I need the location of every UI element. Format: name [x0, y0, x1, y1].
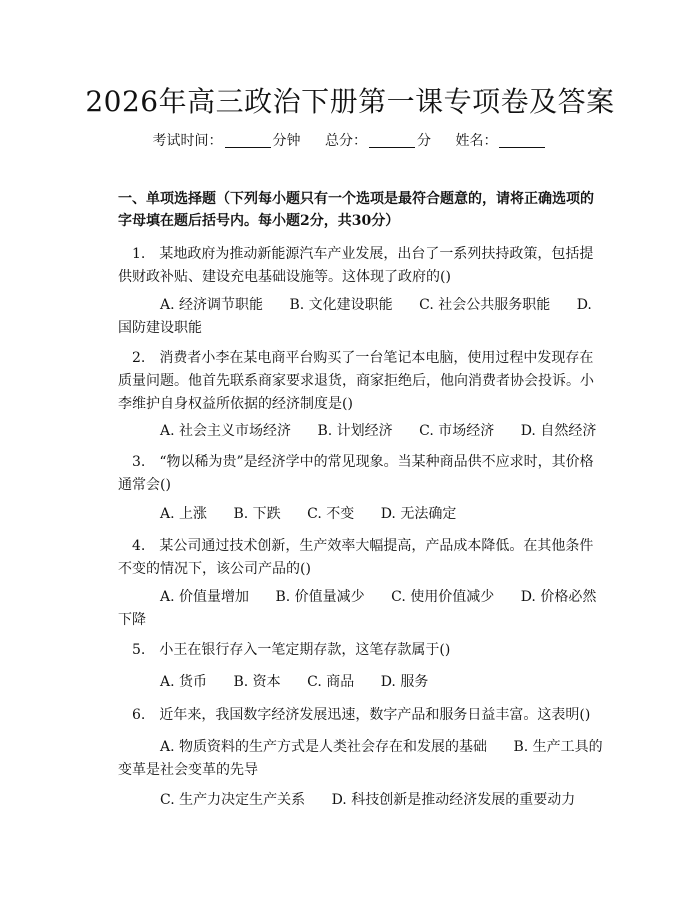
question-4-option-a: A. 价值量增加: [160, 589, 250, 605]
question-4-options: [118, 586, 604, 632]
question-3-stem: 3. “物以稀为贵”是经济学中的常见现象。当某种商品供不应求时，其价格通常会(): [118, 454, 594, 493]
name-field: [455, 133, 547, 149]
time-blank: [225, 133, 271, 148]
question-6-options-row-1: [118, 736, 604, 782]
question-2-option-b: B. 计划经济: [317, 423, 393, 439]
question-3-options: [118, 503, 604, 526]
question-5-option-a: A. 货币: [160, 674, 208, 690]
question-6-option-c: C. 生产力决定生产关系: [160, 792, 306, 808]
question-1-stem: 1. 某地政府为推动新能源汽车产业发展，出台了一系列扶持政策，包括提供财政补贴、建设充电基础设施等。这体现了政府的(): [118, 246, 594, 285]
score-label: 总分：: [325, 133, 367, 149]
time-field: [153, 133, 305, 149]
question-5-options: [118, 671, 604, 694]
question-2-option-d: D. 自然经济: [520, 423, 597, 439]
question-4-option-c: C. 使用价值减少: [391, 589, 495, 605]
question-3-option-a: A. 上涨: [160, 506, 208, 522]
score-unit: 分: [417, 133, 431, 149]
section-heading: 一、单项选择题（下列每小题只有一个选项是最符合题意的，请将正确选项的字母填在题后括号内。每小题2分，共30分）: [118, 191, 594, 229]
exam-meta: [0, 130, 700, 150]
question-1-option-c: C. 社会公共服务职能: [419, 297, 551, 313]
time-unit: 分钟: [272, 133, 301, 149]
question-6-stem: 6. 近年来，我国数字经济发展迅速，数字产品和服务日益丰富。这表明(): [132, 707, 591, 723]
page-title: 2026年高三政治下册第一课专项卷及答案: [85, 85, 615, 118]
question-1-option-b: B. 文化建设职能: [289, 297, 393, 313]
question-3-option-c: C. 不变: [307, 506, 355, 522]
question-4-option-d: D. 价格必然下降: [118, 589, 597, 628]
name-blank: [499, 133, 545, 148]
score-field: [325, 133, 435, 149]
question-5-option-d: D. 服务: [380, 674, 429, 690]
question-6-options-row-2: [118, 789, 604, 812]
question-3-option-b: B. 下跌: [233, 506, 281, 522]
score-blank: [369, 133, 415, 148]
question-6-option-b: B. 生产工具的变革是社会变革的先导: [118, 739, 603, 778]
time-label: 考试时间：: [152, 133, 223, 149]
question-5-stem: 5. 小王在银行存入一笔定期存款，这笔存款属于(): [132, 642, 451, 658]
question-2-option-a: A. 社会主义市场经济: [160, 423, 292, 439]
question-1-option-a: A. 经济调节职能: [160, 297, 264, 313]
question-5-option-b: B. 资本: [233, 674, 281, 690]
question-4-stem: 4. 某公司通过技术创新，生产效率大幅提高，产品成本降低。在其他条件不变的情况下，该公司产品的(): [118, 538, 594, 577]
question-6-option-d: D. 科技创新是推动经济发展的重要动力: [331, 792, 576, 808]
question-2-option-c: C. 市场经济: [419, 423, 495, 439]
question-3-option-d: D. 无法确定: [380, 506, 457, 522]
question-1-options: [118, 294, 604, 340]
question-2-options: [118, 420, 604, 443]
question-4-option-b: B. 价值量减少: [275, 589, 365, 605]
question-1-option-d: D. 国防建设职能: [118, 297, 592, 336]
question-6-option-a: A. 物质资料的生产方式是人类社会存在和发展的基础: [160, 739, 488, 755]
question-2-stem: 2. 消费者小李在某电商平台购买了一台笔记本电脑，使用过程中发现存在质量问题。他首先联系商家要求退货，商家拒绝后，他向消费者协会投诉。小李维护自身权益所依据的经济制度是(): [118, 350, 594, 412]
question-5-option-c: C. 商品: [307, 674, 355, 690]
name-label: 姓名：: [455, 133, 498, 149]
